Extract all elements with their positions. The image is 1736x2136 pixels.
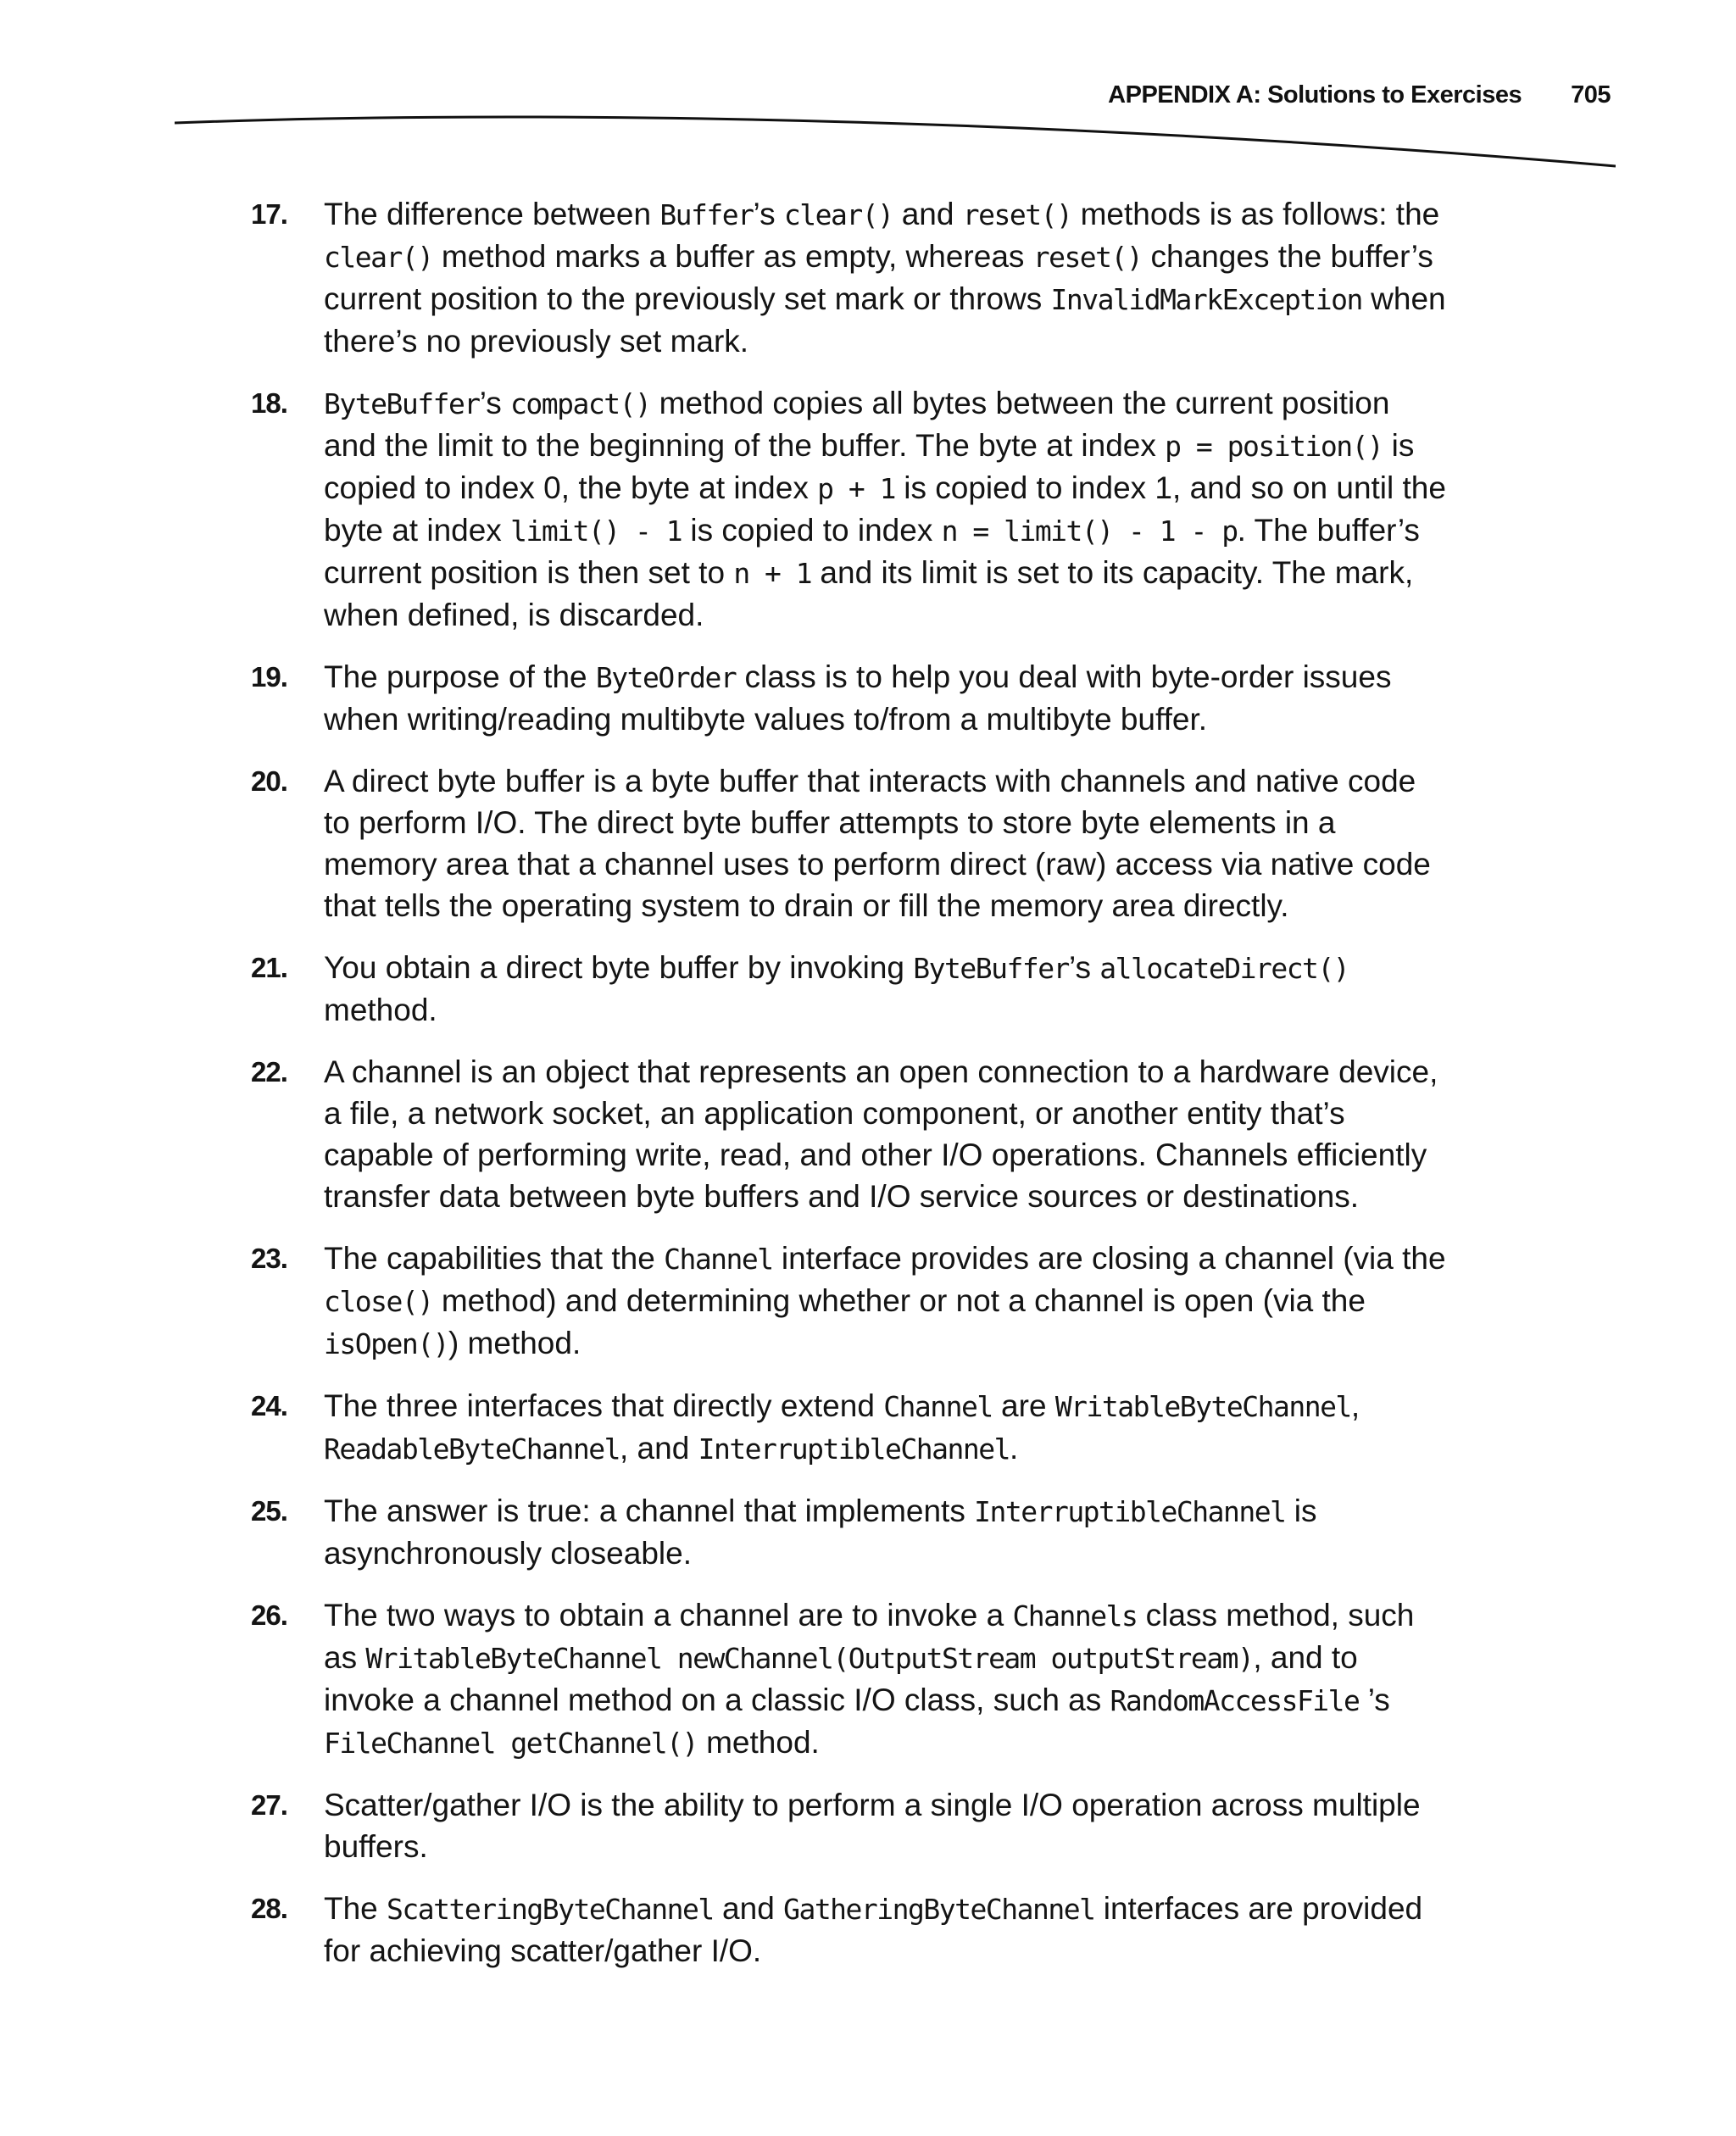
code-term: close() bbox=[324, 1285, 433, 1318]
code-term: InvalidMarkException bbox=[1050, 283, 1362, 316]
answer-text-run: , and bbox=[620, 1431, 698, 1466]
answer-text-run: The bbox=[324, 1891, 387, 1926]
answer-text-run: A channel is an object that represents an open connection to a hardware device, a file, a network socket, an application component, or another entity that’s capable of performing write, read, and other I/O operations. Channels efficiently transfer data between byte buffers and I/O service sources or destinations. bbox=[324, 1054, 1438, 1214]
answer-text-run: interfaces are provided for achieving scatter/gather I/O. bbox=[324, 1891, 1423, 1968]
code-term: Channel bbox=[883, 1390, 993, 1423]
answer-item bbox=[0, 1385, 1448, 1470]
answer-text bbox=[324, 1238, 1448, 1365]
answer-number: 22. bbox=[251, 1056, 287, 1087]
answer-text-run: and bbox=[893, 197, 963, 231]
code-term: clear() bbox=[324, 241, 433, 274]
answer-item bbox=[0, 947, 1448, 1031]
answer-text-run: is asynchronously closeable. bbox=[324, 1494, 1317, 1571]
answer-text-run: interface provides are closing a channel (via the bbox=[772, 1241, 1446, 1276]
answer-text-run: , bbox=[1350, 1388, 1360, 1423]
code-term: limit() - 1 bbox=[510, 515, 682, 548]
answer-text bbox=[324, 1888, 1448, 1972]
answer-text-run: A direct byte buffer is a byte buffer that interacts with channels and native code to perform I/O. The direct byte buffer attempts to store byte elements in a memory area that a channel uses to perform direct (raw) access via native code that tells the operating system to drain or fill the memory area directly. bbox=[324, 764, 1431, 923]
answer-text-run: You obtain a direct byte buffer by invoking bbox=[324, 950, 914, 985]
answer-text bbox=[324, 193, 1448, 362]
code-term: InterruptibleChannel bbox=[698, 1432, 1010, 1466]
code-term: ScatteringByteChannel bbox=[387, 1893, 714, 1926]
answer-item bbox=[0, 1490, 1448, 1574]
answer-item bbox=[0, 656, 1448, 740]
code-term: FileChannel getChannel() bbox=[324, 1727, 698, 1760]
chapter-title: APPENDIX A: Solutions to Exercises bbox=[1108, 81, 1522, 108]
answer-text bbox=[324, 760, 1448, 926]
code-term: p = position() bbox=[1165, 430, 1383, 463]
answer-text-run: ’s bbox=[1359, 1683, 1390, 1717]
answer-text-run: . The buffer’s current position is then set to bbox=[324, 513, 1420, 590]
answer-text-run: are bbox=[992, 1388, 1055, 1423]
answer-number: 25. bbox=[251, 1495, 287, 1527]
answer-number: 27. bbox=[251, 1789, 287, 1821]
answer-text bbox=[324, 1784, 1448, 1867]
answer-item bbox=[0, 1238, 1448, 1365]
code-term: RandomAccessFile bbox=[1110, 1684, 1360, 1717]
header-rule bbox=[175, 108, 1616, 176]
answer-text bbox=[324, 382, 1448, 636]
code-term: ReadableByteChannel bbox=[324, 1432, 620, 1466]
answer-number: 26. bbox=[251, 1599, 287, 1631]
answer-text bbox=[324, 1051, 1448, 1217]
answer-number: 20. bbox=[251, 765, 287, 797]
code-term: reset() bbox=[1032, 241, 1143, 274]
code-term: Channels bbox=[1012, 1599, 1138, 1633]
answer-text-run: method marks a buffer as empty, whereas bbox=[432, 239, 1033, 274]
answer-number: 17. bbox=[251, 198, 287, 230]
answer-text-run: is copied to index bbox=[682, 513, 942, 548]
answer-number: 19. bbox=[251, 661, 287, 693]
code-term: clear() bbox=[783, 198, 893, 231]
answer-text-run: and bbox=[713, 1891, 784, 1926]
answer-text-run: class method, such as bbox=[324, 1598, 1415, 1675]
answer-text-run: The difference between bbox=[324, 197, 660, 231]
running-head bbox=[1108, 81, 1611, 109]
answer-text-run: The two ways to obtain a channel are to invoke a bbox=[324, 1598, 1013, 1633]
answer-text bbox=[324, 1385, 1448, 1470]
answer-number: 24. bbox=[251, 1390, 287, 1421]
answer-item bbox=[0, 760, 1448, 926]
answer-item bbox=[0, 193, 1448, 362]
code-term: WritableByteChannel newChannel(OutputStream outputStream) bbox=[365, 1642, 1254, 1675]
code-term: Channel bbox=[664, 1243, 773, 1276]
answer-text-run: . bbox=[1009, 1431, 1019, 1466]
code-term: InterruptibleChannel bbox=[974, 1495, 1286, 1528]
answer-text-run: ’s bbox=[1068, 950, 1100, 985]
answer-text-run: method. bbox=[697, 1725, 820, 1760]
answer-text-run: ’s bbox=[753, 197, 784, 231]
answer-text-run: is copied to index 0, the byte at index bbox=[324, 428, 1415, 505]
answer-item bbox=[0, 382, 1448, 636]
answer-text-run: is copied to index 1, and so on until the byte at index bbox=[324, 470, 1446, 548]
answer-number: 18. bbox=[251, 387, 287, 419]
code-term: ByteBuffer bbox=[913, 952, 1069, 985]
answer-number: 23. bbox=[251, 1243, 287, 1274]
answer-text bbox=[324, 947, 1448, 1031]
code-term: Buffer bbox=[659, 198, 754, 231]
page-number: 705 bbox=[1571, 81, 1611, 108]
answer-item bbox=[0, 1594, 1448, 1764]
code-term: n = limit() - 1 - p bbox=[941, 515, 1238, 548]
code-term: ByteBuffer bbox=[324, 387, 480, 420]
answer-text-run: when there’s no previously set mark. bbox=[324, 281, 1446, 359]
answer-text-run: method) and determining whether or not a channel is open (via the bbox=[432, 1283, 1366, 1318]
code-term: ByteOrder bbox=[595, 661, 737, 694]
code-term: isOpen() bbox=[324, 1327, 448, 1360]
answer-text-run: The purpose of the bbox=[324, 659, 596, 694]
answer-text-run: method. bbox=[324, 993, 437, 1027]
code-term: WritableByteChannel bbox=[1054, 1390, 1351, 1423]
answer-item bbox=[0, 1888, 1448, 1972]
code-term: compact() bbox=[510, 387, 651, 420]
answer-text-run: , and to invoke a channel method on a classic I/O class, such as bbox=[324, 1640, 1358, 1717]
answer-item bbox=[0, 1051, 1448, 1217]
answer-text-run: ) method. bbox=[448, 1326, 581, 1360]
answer-text-run: method copies all bytes between the current position and the limit to the beginning of the buffer. The byte at index bbox=[324, 386, 1390, 463]
answer-text-run: The capabilities that the bbox=[324, 1241, 665, 1276]
answer-text-run: class is to help you deal with byte-order issues when writing/reading multibyte values to/from a multibyte buffer. bbox=[324, 659, 1392, 737]
answer-text-run: ’s bbox=[479, 386, 511, 420]
answer-text-run: changes the buffer’s current position to the previously set mark or throws bbox=[324, 239, 1433, 316]
answer-text-run: The answer is true: a channel that implements bbox=[324, 1494, 975, 1528]
answer-text-run: methods is as follows: the bbox=[1071, 197, 1440, 231]
answer-list bbox=[0, 193, 1736, 1992]
answer-number: 28. bbox=[251, 1893, 287, 1924]
answer-number: 21. bbox=[251, 952, 287, 983]
answer-text-run: The three interfaces that directly extend bbox=[324, 1388, 884, 1423]
code-term: allocateDirect() bbox=[1099, 952, 1349, 985]
answer-text-run: Scatter/gather I/O is the ability to perform a single I/O operation across multiple buffers. bbox=[324, 1788, 1421, 1864]
code-term: GatheringByteChannel bbox=[783, 1893, 1095, 1926]
answer-text bbox=[324, 1594, 1448, 1764]
answer-item bbox=[0, 1784, 1448, 1867]
code-term: p + 1 bbox=[817, 472, 895, 505]
code-term: n + 1 bbox=[733, 557, 812, 590]
answer-text bbox=[324, 656, 1448, 740]
code-term: reset() bbox=[962, 198, 1072, 231]
answer-text-run: and its limit is set to its capacity. The mark, when defined, is discarded. bbox=[324, 555, 1414, 632]
answer-text bbox=[324, 1490, 1448, 1574]
